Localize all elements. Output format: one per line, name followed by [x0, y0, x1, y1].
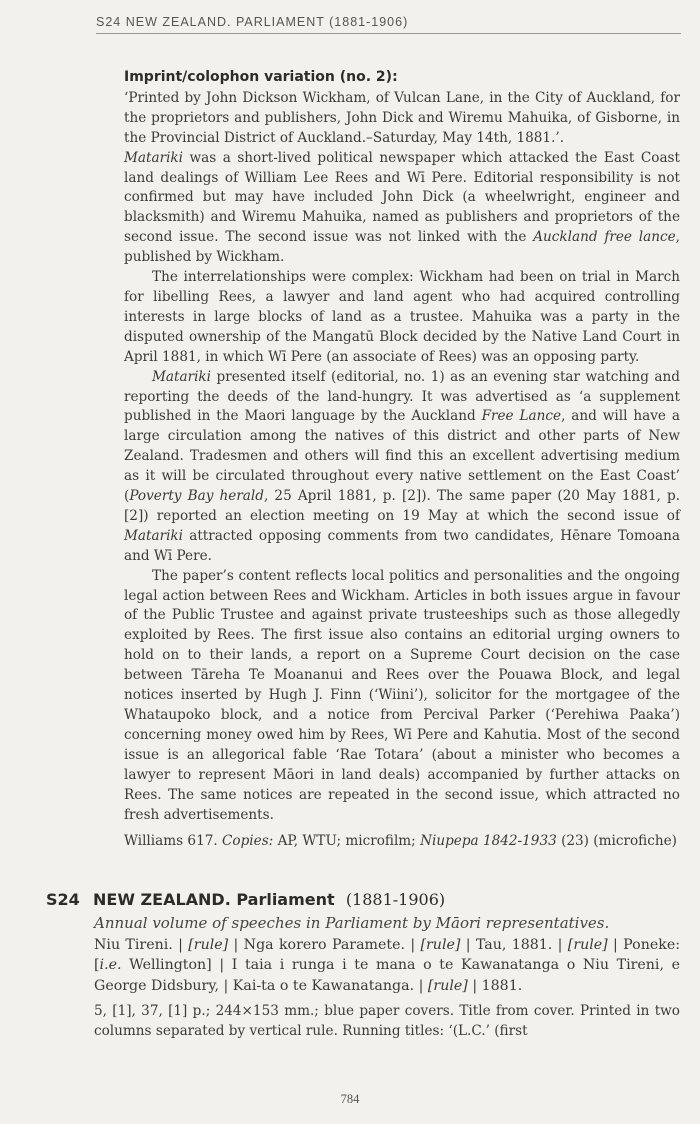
rule-marker: [rule] [420, 936, 461, 953]
text-run: AP, WTU; microfilm; [273, 833, 421, 850]
cited-title: Poverty Bay herald [129, 488, 264, 505]
text-run: Wellington] | I taia i runga i te mana o te Kawanatanga o Niu Tireni, e George Didsbury, | Kai-ta o te Kawanatanga. | [94, 957, 680, 994]
imprint-text: ‘Printed by John Dickson Wickham, of Vulcan Lane, in the City of Auckland, for the proprietors and publishers, John Dick and Wiremu Mahuika, of Gisborne, in the Provincial District of Auckland.–Saturday, May 14th, 1881.’. [124, 89, 680, 146]
text-run: , 25 April 1881, p. [2]). The same paper (20 May 1881, p. [2]) reported an election meeting on 19 May at which the second issue of [124, 488, 680, 524]
entry-body [94, 913, 680, 1042]
rule-marker: [rule] [188, 936, 229, 953]
text-run: | Tau, 1881. | [460, 936, 568, 953]
running-head: S24 NEW ZEALAND. PARLIAMENT (1881-1906) [96, 15, 681, 34]
page-number: 784 [340, 1092, 360, 1106]
entry-id: S24 [46, 890, 80, 909]
copies-label: Copies: [222, 833, 274, 850]
physical-description: 5, [1], 37, [1] p.; 244×153 mm.; blue paper covers. Title from cover. Printed in two columns separated by vertical rule. Running titles: ‘(L.C.’ (first [94, 1003, 680, 1039]
rule-marker: [rule] [567, 936, 608, 953]
entry-title-text: Annual volume of speeches in Parliament by Māori representatives. [94, 914, 610, 932]
text-run: | Nga korero Paramete. | [228, 936, 421, 953]
text-run: attracted opposing comments from two candidates, Hēnare Tomoana and Wī Pere. [124, 527, 680, 564]
text-run: Niu Tireni. | [94, 936, 189, 953]
rule-marker: [rule] [427, 977, 468, 994]
text-run: | Poneke: [ [94, 936, 681, 973]
paragraph-intro [124, 149, 680, 268]
title-transcription [94, 935, 680, 997]
cited-title: Niupepa 1842-1933 [420, 833, 557, 850]
paragraph-interrelationships: The interrelationships were complex: Wickham had been on trial in March for libelling Rees, a lawyer and land agent who had acquired controlling interests in large blocks of land as a trustee. Mahuika was a party in the disputed ownership of the Mangatū Block decided by the Native Land Court in April 1881, in which Wī Pere (an associate of Rees) was an opposing party. [124, 269, 680, 365]
text-run: (23) (microfiche) [556, 833, 677, 850]
text-run: , published by Wickham. [124, 229, 680, 266]
paragraph-editorial [124, 368, 680, 567]
references-line [124, 832, 680, 852]
cited-title: Auckland free lance [533, 229, 676, 246]
cited-title: Free Lance [481, 408, 562, 425]
text-run: , and will have a large circulation among the natives of this district and other parts of New Zealand. Tradesmen and others will find this an excellent advertising medium as it will be circulated throughout every native settlement on the East Coast’ ( [124, 408, 680, 505]
entry-dates: (1881-1906) [345, 890, 446, 909]
text-run: presented itself (editorial, no. 1) as an evening star watching and reporting the deeds of the land-hungry. It was advertised as ‘a supplement published in the Maori language by the Auckland [124, 368, 680, 425]
paragraph-content: The paper’s content reflects local politics and personalities and the ongoing legal action between Rees and Wickham. Articles in both issues argue in favour of the Public Trustee and against private trusteeships such as those allegedly exploited by Rees. The first issue also contains an editorial urging owners to hold on to their lands, a report on a Supreme Court decision on the case between Tāreha Te Moananui and Rees over the Pouawa Block, and legal notices inserted by Hugh J. Finn (‘Wiini’), solicitor for the mortgagee of the Whataupoko block, and a notice from Percival Parker (‘Perehiwa Paaka’) concerning money owed him by Rees, Wī Pere and Kahutia. Most of the second issue is an allegorical fable ‘Rae Totara’ (about a minister who becomes a lawyer to represent Māori in land deals) accompanied by further attacks on Rees. The same notices are repeated in the second issue, which attracted no fresh advertisements. [124, 567, 680, 823]
imprint-heading: Imprint/colophon variation (no. 2): [124, 69, 398, 85]
entry-heading [46, 889, 445, 911]
newspaper-title: Matariki [124, 527, 184, 544]
text-run: Williams 617. [124, 833, 223, 850]
newspaper-title: Matariki [124, 149, 184, 166]
entry-title [94, 913, 680, 935]
newspaper-title: Matariki [152, 368, 212, 385]
entry-heading-title: NEW ZEALAND. Parliament [93, 890, 335, 909]
text-run: was a short-lived political newspaper which attacked the East Coast land dealings of William Lee Rees and Wī Pere. Editorial responsibility is not confirmed but may have included John Dick (a wheelwright, engineer and blacksmith) and Wiremu Mahuika, named as publishers and proprietors of the second issue. The second issue was not linked with the [124, 149, 680, 246]
matariki-entry [124, 68, 680, 852]
text-run: | 1881. [467, 977, 523, 994]
ie-marker: i.e. [99, 957, 122, 973]
